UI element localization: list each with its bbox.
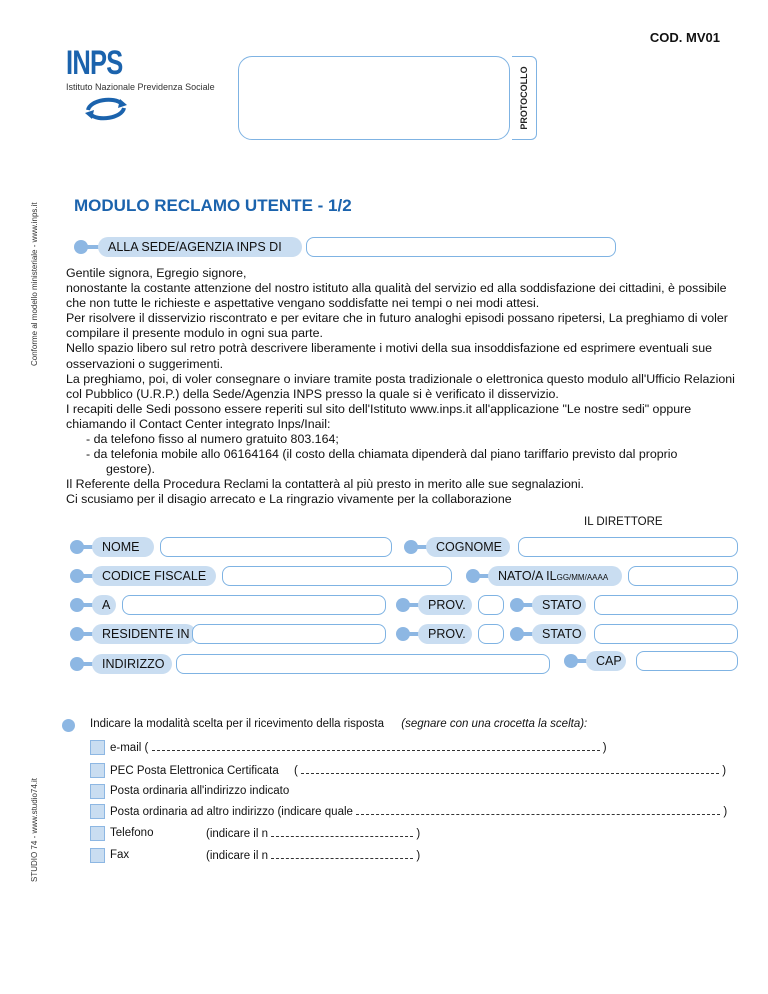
prov-field[interactable] (478, 624, 504, 644)
protocol-label-box (512, 56, 537, 140)
option-posta-indicata (110, 785, 289, 797)
option-label: Posta ordinaria all'indirizzo indicato (110, 785, 290, 797)
indirizzo-label: INDIRIZZO (92, 654, 172, 674)
option-hint: ( (293, 765, 298, 777)
a-label: A (92, 595, 116, 615)
letter-line: - da telefonia mobile allo 06164164 (il costo della chiamata dipenderà dal piano tariffario previsto dal proprio (86, 447, 678, 462)
checkbox-email[interactable] (90, 740, 105, 755)
side-note-top: Conforme al modello ministeriale - www.inps.it (30, 202, 39, 366)
letter-line: I recapiti delle Sedi possono essere reperiti sul sito dell'Istituto www.inps.it all'applicazione "Le nostre sedi" oppure chiamando il Contact Center integrato Inps/Inail: (66, 401, 692, 431)
letter-line: - da telefono fisso al numero gratuito 803.164; (86, 432, 339, 447)
checkbox-fax[interactable] (90, 848, 105, 863)
option-email (110, 741, 607, 754)
logo-brand: INPS (66, 44, 123, 82)
cap-field[interactable] (636, 651, 738, 671)
option-label: Telefono (110, 827, 154, 839)
option-hint: (indicare il n (206, 828, 268, 840)
logo-subtitle: Istituto Nazionale Previdenza Sociale (66, 82, 215, 92)
prov-label: PROV. (418, 595, 472, 615)
signature-label: IL DIRETTORE (584, 516, 663, 528)
option-end: ) (416, 850, 421, 862)
letter-line: gestore). (106, 462, 155, 477)
checkbox-posta-indicata[interactable] (90, 784, 105, 799)
pec-line[interactable] (301, 764, 719, 774)
checkbox-telefono[interactable] (90, 826, 105, 841)
prov-field[interactable] (478, 595, 504, 615)
option-fax-hint (206, 849, 420, 862)
nato-field[interactable] (628, 566, 738, 586)
option-fax (110, 849, 129, 861)
instruction-text: Indicare la modalità scelta per il ricevimento della risposta (90, 718, 385, 730)
nato-label (488, 566, 622, 586)
letter-line: Per risolvere il disservizio riscontrato e per evitare che in futuro analoghi episodi possano ripetersi, La preghiamo di voler compilare il presente modulo in ogni sua parte. (66, 311, 728, 341)
stato-label: STATO (532, 624, 586, 644)
protocol-box[interactable] (238, 56, 510, 140)
letter-line: Il Referente della Procedura Reclami la contatterà al più presto in merito alle sue segnalazioni. (66, 477, 584, 492)
altro-indirizzo-line[interactable] (356, 805, 720, 815)
option-pec (110, 764, 726, 777)
letter-line: Ci scusiamo per il disagio arrecato e La ringrazio vivamente per la collaborazione (66, 492, 512, 507)
stato-field[interactable] (594, 595, 738, 615)
residente-label: RESIDENTE IN (92, 624, 196, 644)
letter-line: Nello spazio libero sul retro potrà descrivere liberamente i motivi della sua insoddisfazione ed esprimere eventuali sue osservazioni o suggerimenti. (66, 341, 713, 371)
cognome-label: COGNOME (426, 537, 510, 557)
inps-logo (66, 44, 215, 124)
office-field[interactable] (306, 237, 616, 257)
nome-label: NOME (92, 537, 154, 557)
option-end: ) (723, 806, 728, 818)
protocol-label: PROTOCOLLO (519, 66, 529, 130)
stato-field[interactable] (594, 624, 738, 644)
form-code: COD. MV01 (649, 30, 720, 45)
page-title: MODULO RECLAMO UTENTE - 1/2 (74, 196, 352, 215)
letter-line: La preghiamo, poi, di voler consegnare o inviare tramite posta tradizionale o elettronica questo modulo all'Ufficio Relazioni col Pubblico (U.R.P.) della Sede/Agenzia INPS presso la quale si è verificato il disservizio. (66, 371, 735, 401)
nome-field[interactable] (160, 537, 392, 557)
option-label: e-mail ( (110, 742, 149, 754)
option-label: Posta ordinaria ad altro indirizzo (indicare quale (110, 806, 353, 818)
checkbox-posta-altro[interactable] (90, 804, 105, 819)
letter-text (66, 266, 738, 508)
residente-field[interactable] (192, 624, 386, 644)
email-line[interactable] (152, 741, 600, 751)
nato-date-hint: GG/MM/AAAA (556, 573, 609, 582)
bullet-icon (62, 719, 75, 732)
cognome-field[interactable] (518, 537, 738, 557)
instruction-note: (segnare con una crocetta la scelta): (401, 718, 588, 730)
codice-fiscale-label: CODICE FISCALE (92, 566, 216, 586)
option-label: PEC Posta Elettronica Certificata (110, 765, 279, 777)
nato-text: NATO/A IL (498, 569, 557, 583)
a-field[interactable] (122, 595, 386, 615)
office-label: ALLA SEDE/AGENZIA INPS DI (98, 237, 302, 257)
option-telefono-hint (206, 827, 420, 840)
option-posta-altro (110, 805, 727, 818)
stato-label: STATO (532, 595, 586, 615)
option-end: ) (416, 828, 421, 840)
response-instruction (90, 718, 587, 730)
option-end: ) (722, 765, 727, 777)
telefono-line[interactable] (271, 827, 413, 837)
option-label: Fax (110, 849, 130, 861)
fax-line[interactable] (271, 849, 413, 859)
codice-fiscale-field[interactable] (222, 566, 452, 586)
letter-line: Gentile signora, Egregio signore, (66, 266, 247, 280)
side-note-bottom: STUDIO 74 - www.studio74.it (30, 777, 39, 882)
cap-label: CAP (586, 651, 626, 671)
checkbox-pec[interactable] (90, 763, 105, 778)
logo-arrows-icon (84, 96, 128, 122)
letter-line: nonostante la costante attenzione del nostro istituto alla qualità del servizio ed alla soddisfazione dei cittadini, è possibile che non tutte le richieste e aspettative vengano soddisfatte nei tempi o nei modi attesi. (66, 281, 727, 311)
indirizzo-field[interactable] (176, 654, 550, 674)
option-telefono (110, 827, 153, 839)
option-hint: (indicare il n (206, 850, 268, 862)
prov-label: PROV. (418, 624, 472, 644)
option-end: ) (602, 742, 607, 754)
